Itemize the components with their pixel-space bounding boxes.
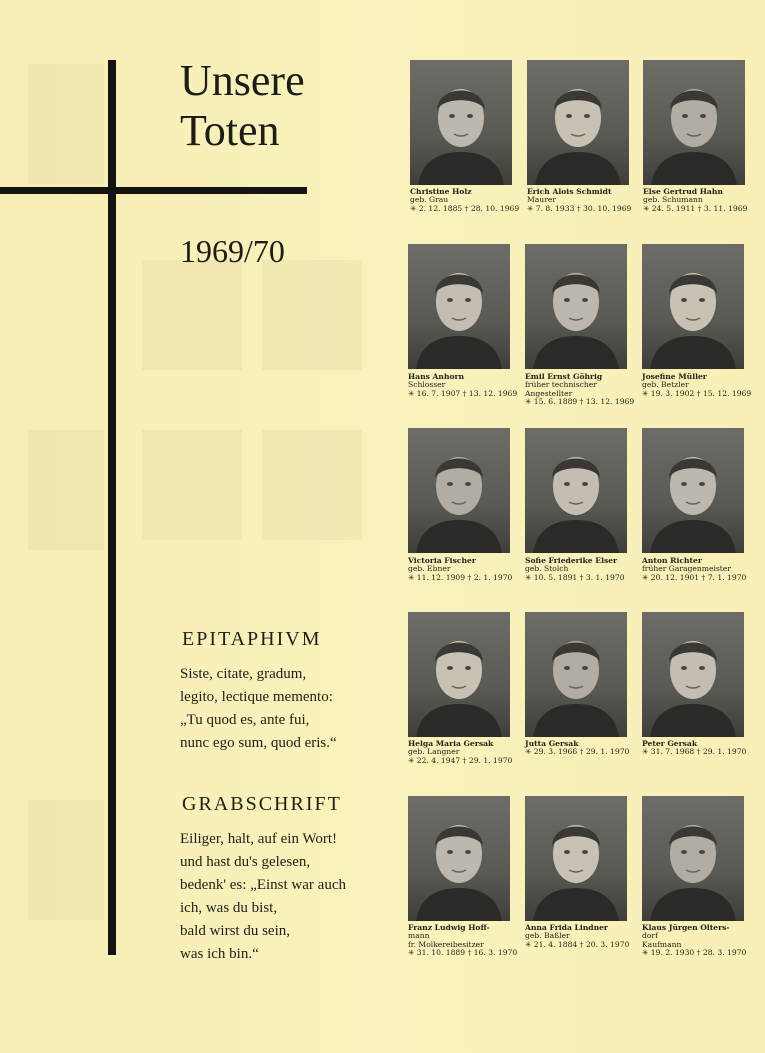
portrait-photo [525,244,627,369]
person-caption [408,373,520,398]
person-silhouette [410,60,512,185]
person-detail-line: geb. Betzler [642,380,689,390]
person-name: Hans Anhorn [408,372,465,381]
person-name: Christine Holz [410,187,472,196]
verse-line: bedenk' es: „Einst war auch [180,877,346,893]
person-detail-line: geb. Langner [408,747,460,757]
person-detail-line: ✳ 20. 12. 1901 † 7. 1. 1970 [642,572,747,582]
portrait-photo [642,796,744,921]
portrait-photo [408,244,510,369]
grabschrift-heading: GRABSCHRIFT [182,793,342,815]
person-detail-line: geb. Stolch [525,564,569,574]
verse-line: legito, lectique memento: [180,689,333,705]
person-silhouette [643,60,745,185]
portrait-photo [410,60,512,185]
person-detail-line: ✳ 19. 2. 1930 † 28. 3. 1970 [642,948,747,958]
person-detail-line: ✳ 16. 7. 1907 † 13. 12. 1969 [408,388,518,398]
person-caption [410,188,522,213]
show-through-shade [142,430,242,540]
person-caption [525,740,637,757]
grabschrift-verse [180,828,380,966]
person-detail-line: geb. Baßler [525,931,570,941]
verse-line: was ich bin.“ [180,946,259,962]
verse-line: bald wirst du sein, [180,923,290,939]
person-caption [642,740,754,757]
person-caption [527,188,639,213]
title-line-2: Toten [180,106,280,155]
title-line-1: Unsere [180,56,305,105]
show-through-shade [262,430,362,540]
person-detail-line: ✳ 15. 6. 1889 † 13. 12. 1969 [525,397,635,407]
person-silhouette [525,612,627,737]
person-caption [642,924,754,958]
page-title [180,56,380,156]
person-name: Klaus Jürgen Olters- [642,923,730,932]
portrait-photo [408,796,510,921]
person-silhouette [642,612,744,737]
portrait-photo [642,612,744,737]
person-name: Helga Maria Gersak [408,739,494,748]
person-silhouette [525,244,627,369]
person-caption [525,924,637,949]
portrait-photo [643,60,745,185]
person-detail-line: ✳ 31. 10. 1889 † 16. 3. 1970 [408,948,518,958]
person-detail-line: mann [408,931,430,941]
show-through-shade [262,260,362,370]
person-detail-line: ✳ 10. 5. 1891 † 3. 1. 1970 [525,572,625,582]
person-silhouette [642,796,744,921]
person-silhouette [527,60,629,185]
person-detail-line: ✳ 7. 8. 1933 † 30. 10. 1969 [527,203,632,213]
portrait-photo [642,244,744,369]
person-detail-line: ✳ 31. 7. 1968 † 29. 1. 1970 [642,747,747,757]
person-detail-line: Angestellter [525,388,573,398]
portrait-photo [642,428,744,553]
person-silhouette [642,428,744,553]
portrait-photo [408,612,510,737]
person-name: Josefine Müller [642,372,707,381]
person-silhouette [408,796,510,921]
person-caption [408,557,520,582]
person-detail-line: Maurer [527,195,556,205]
portrait-photo [525,612,627,737]
show-through-shade [142,260,242,370]
epitaph-verse [180,663,380,755]
person-detail-line: früher technischer [525,380,597,390]
verse-line: ich, was du bist, [180,900,278,916]
person-detail-line: ✳ 29. 3. 1966 † 29. 1. 1970 [525,747,630,757]
person-name: Peter Gersak [642,739,698,748]
show-through-shade [28,64,104,184]
verse-line: „Tu quod es, ante fui, [180,712,310,728]
verse-line: Siste, citate, gradum, [180,666,307,682]
person-detail-line: dorf [642,931,658,941]
person-name: Erich Alois Schmidt [527,187,612,196]
person-detail-line: ✳ 19. 3. 1902 † 15. 12. 1969 [642,388,752,398]
portrait-photo [408,428,510,553]
person-silhouette [408,428,510,553]
portrait-photo [527,60,629,185]
cross-vertical-bar [108,60,116,955]
person-detail-line: ✳ 22. 4. 1947 † 29. 1. 1970 [408,755,513,765]
epitaph-heading: EPITAPHIVM [182,628,322,650]
person-detail-line: ✳ 2. 12. 1885 † 28. 10. 1969 [410,203,520,213]
person-caption [642,373,754,398]
person-detail-line: früher Garagenmeister [642,564,731,574]
person-detail-line: geb. Grau [410,195,449,205]
person-name: Sofie Friederike Elser [525,556,618,565]
person-detail-line: fr. Molkereibesitzer [408,939,484,949]
person-name: Emil Ernst Göhrig [525,372,603,381]
person-silhouette [408,612,510,737]
person-caption [525,557,637,582]
person-name: Victoria Fischer [408,556,476,565]
person-caption [643,188,755,213]
verse-line: Eiliger, halt, auf ein Wort! [180,831,338,847]
years-label: 1969/70 [180,233,285,269]
person-name: Else Gertrud Hahn [643,187,723,196]
verse-line: und hast du's gelesen, [180,854,311,870]
person-name: Jutta Gersak [525,739,579,748]
show-through-shade [28,800,104,920]
person-detail-line: geb. Ebner [408,564,451,574]
cross-horizontal-bar [0,187,307,194]
person-caption [408,740,520,765]
show-through-shade [28,430,104,550]
verse-line: nunc ego sum, quod eris.“ [180,735,337,751]
person-name: Franz Ludwig Hoff- [408,923,490,932]
person-caption [642,557,754,582]
portrait-photo [525,796,627,921]
person-name: Anna Frida Lindner [525,923,608,932]
person-detail-line: Kaufmann [642,939,682,949]
person-caption [525,373,637,407]
person-detail-line: ✳ 21. 4. 1884 † 20. 3. 1970 [525,939,630,949]
person-detail-line: ✳ 11. 12. 1909 † 2. 1. 1970 [408,572,513,582]
person-silhouette [525,796,627,921]
portrait-photo [525,428,627,553]
person-silhouette [408,244,510,369]
person-name: Anton Richter [642,556,702,565]
person-detail-line: Schlosser [408,380,446,390]
person-silhouette [525,428,627,553]
person-silhouette [642,244,744,369]
person-detail-line: ✳ 24. 5. 1911 † 3. 11. 1969 [643,203,748,213]
person-detail-line: geb. Schumann [643,195,703,205]
person-caption [408,924,520,958]
